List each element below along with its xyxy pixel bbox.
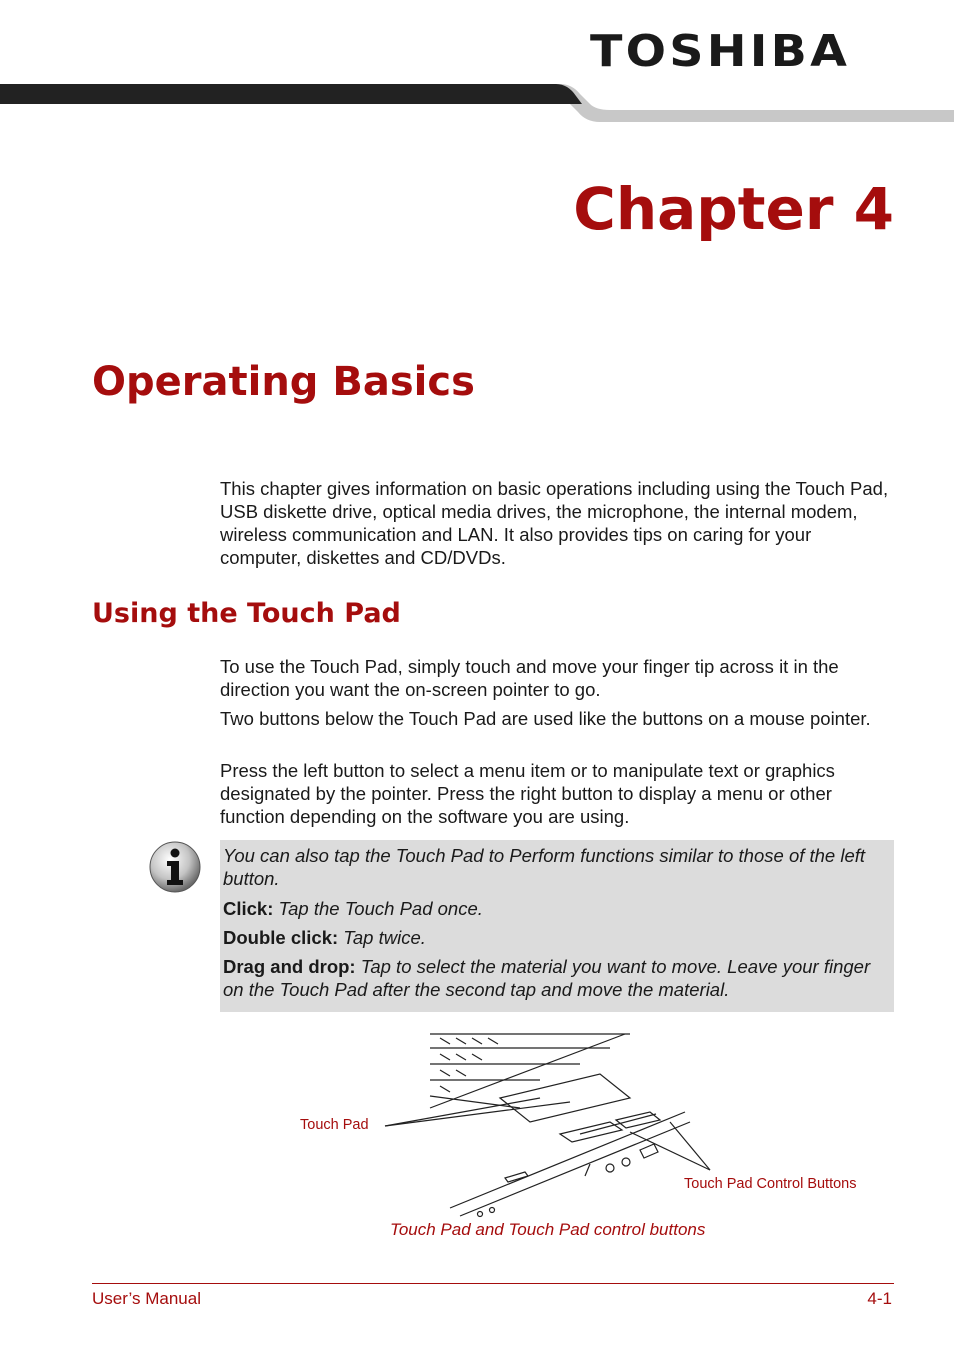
note-term: Drag and drop: [223, 956, 356, 977]
section-paragraph: Press the left button to select a menu item or to manipulate text or graphics designated by the pointer. Press the right button to display a menu or other function depending on the software you are using. [220, 760, 835, 827]
touchpad-buttons-label: Touch Pad Control Buttons [684, 1176, 857, 1192]
footer-manual: User’s Manual [92, 1289, 201, 1308]
note-item [223, 926, 891, 949]
page-title: Operating Basics [92, 359, 475, 405]
section-paragraph: To use the Touch Pad, simply touch and move your finger tip across it in the direction you want the on-screen pointer to go. [220, 656, 839, 700]
note-desc: Tap twice. [343, 927, 426, 948]
note-box [220, 840, 894, 1012]
note-desc: Tap the Touch Pad once. [278, 898, 483, 919]
note-intro: You can also tap the Touch Pad to Perform functions similar to those of the left button. [223, 845, 866, 889]
note-term: Click: [223, 898, 274, 919]
note-desc: Tap to select the material you want to move. Leave your finger on the Touch Pad after the second tap and move the material. [223, 956, 871, 1000]
note-item [223, 897, 891, 920]
note-term: Double click: [223, 927, 339, 948]
chapter-label: Chapter 4 [573, 175, 894, 243]
section-paragraph: Two buttons below the Touch Pad are used like the buttons on a mouse pointer. [220, 708, 871, 729]
info-icon [148, 840, 202, 894]
header-band [0, 82, 954, 126]
section-heading: Using the Touch Pad [92, 598, 401, 629]
touchpad-label: Touch Pad [300, 1117, 369, 1133]
intro-paragraph: This chapter gives information on basic operations including using the Touch Pad, USB diskette drive, optical media drives, the microphone, the internal modem, wireless communication and LAN. It also provides tips on caring for your computer, diskettes and CD/DVDs. [220, 478, 889, 568]
brand-logo: TOSHIBA [590, 26, 851, 77]
footer-rule [92, 1283, 894, 1284]
touchpad-illustration [280, 1028, 900, 1228]
note-item [223, 955, 891, 1001]
page-number: 4-1 [867, 1289, 892, 1308]
figure-caption: Touch Pad and Touch Pad control buttons [390, 1220, 706, 1239]
